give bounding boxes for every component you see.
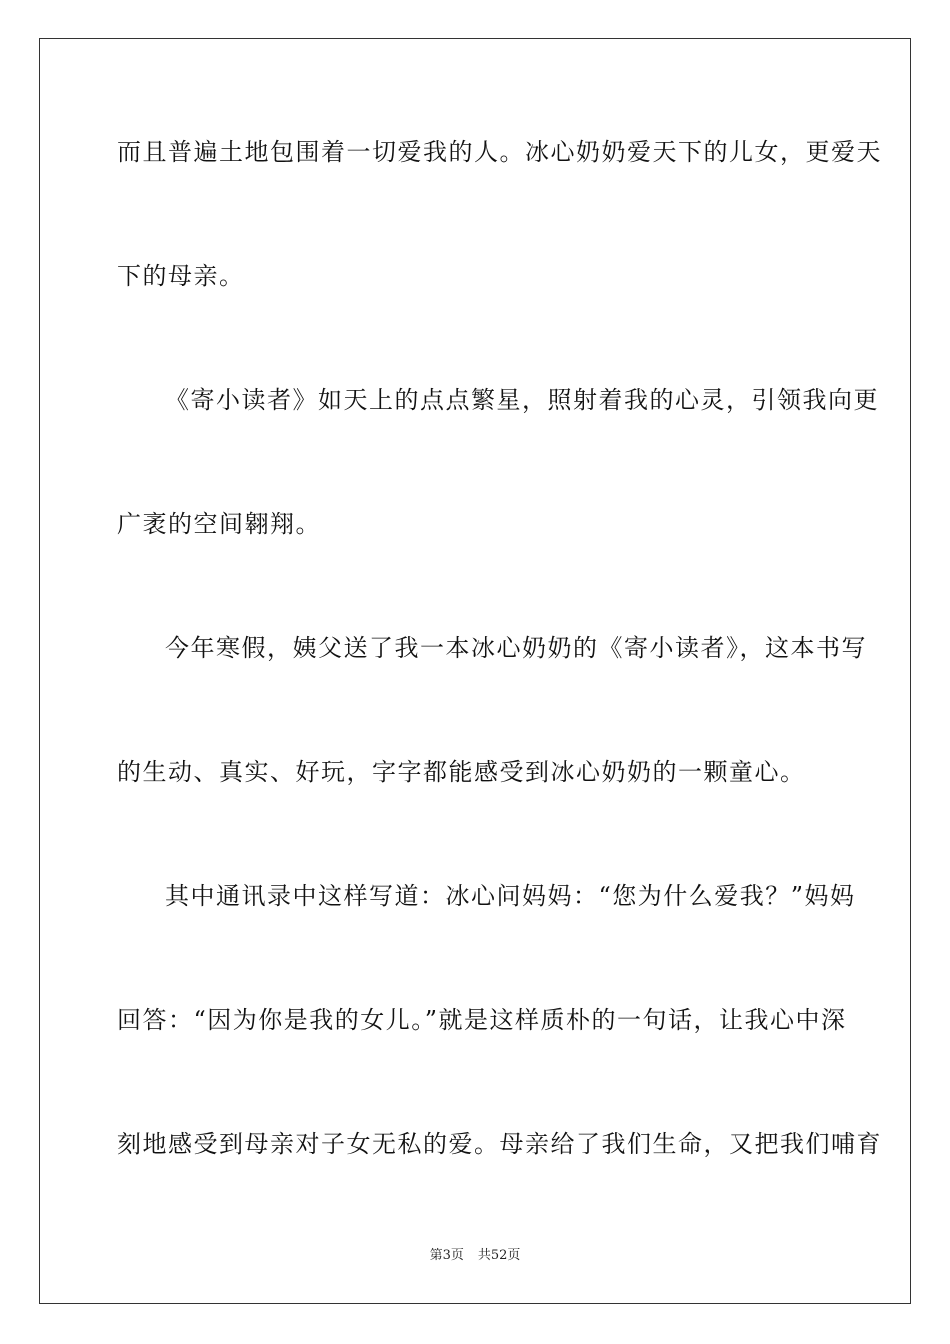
paragraph-4-line-2: 回答：“因为你是我的女儿。”就是这样质朴的一句话，让我心中深 [117,1006,847,1034]
page-frame [39,38,911,1304]
paragraph-2-line-1: 《寄小读者》如天上的点点繁星，照射着我的心灵，引领我向更 [165,386,879,414]
page-total: 共52页 [477,1248,521,1263]
page-number: 第3页 [429,1248,464,1263]
paragraph-4-line-1: 其中通讯录中这样写道：冰心问妈妈：“您为什么爱我？”妈妈 [165,882,856,910]
paragraph-3-line-1: 今年寒假，姨父送了我一本冰心奶奶的《寄小读者》，这本书写 [165,634,867,662]
text-line-1: 而且普遍土地包围着一切爱我的人。冰心奶奶爱天下的儿女，更爱天 [117,138,882,166]
paragraph-2-line-2: 广袤的空间翱翔。 [117,510,321,538]
paragraph-3-line-2: 的生动、真实、好玩，字字都能感受到冰心奶奶的一颗童心。 [117,758,806,786]
paragraph-4-line-3: 刻地感受到母亲对子女无私的爱。母亲给了我们生命，又把我们哺育 [117,1130,882,1158]
text-line-2: 下的母亲。 [117,262,245,290]
page-footer [0,1248,950,1264]
